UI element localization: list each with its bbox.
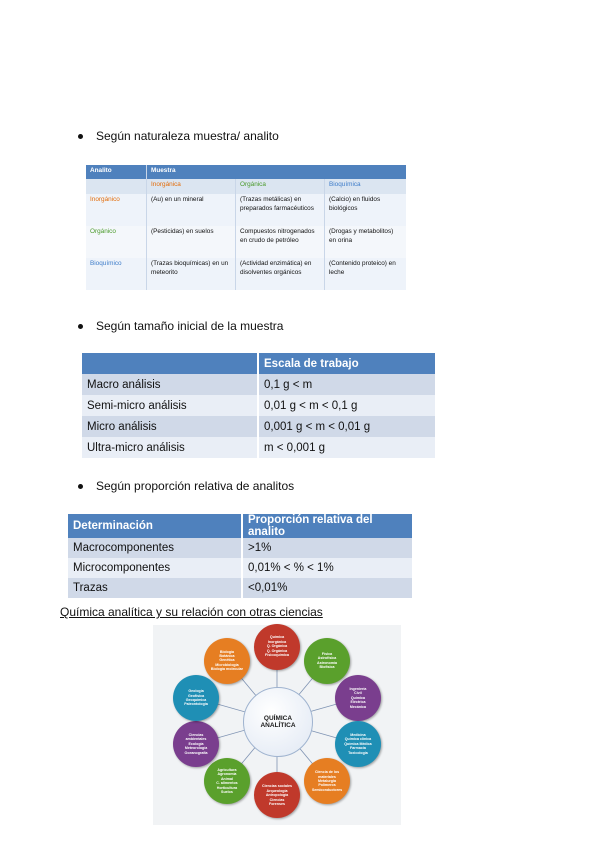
diagram-node xyxy=(204,758,250,804)
node-line: materiales xyxy=(318,774,336,779)
node-line: Biología molecular xyxy=(210,667,244,672)
cell-scale: 0,001 g < m < 0,01 g xyxy=(258,416,435,437)
center-line: ANALÍTICA xyxy=(260,722,296,729)
cell-proportion: 0,01% < % < 1% xyxy=(242,558,412,578)
node-line: Química Médica xyxy=(344,741,372,746)
cell-inorganica: (Au) en un mineral xyxy=(147,194,236,226)
node-line: Q. Orgánica xyxy=(266,648,288,653)
cell-proportion: >1% xyxy=(242,538,412,558)
table-row xyxy=(68,538,412,558)
cell-type: Micro análisis xyxy=(82,416,258,437)
cell-scale: 0,1 g < m xyxy=(258,374,435,395)
cell-bioquimica: (Calcio) en fluidos biológicos xyxy=(325,194,407,226)
cell-analito: Inorgánico xyxy=(86,194,147,226)
diagram-node xyxy=(304,758,350,804)
node-line: Agronomía xyxy=(217,772,237,777)
diagram-node xyxy=(335,675,381,721)
node-line: Suelos xyxy=(221,790,233,795)
node-line: Fisicoquímica xyxy=(265,653,289,658)
node-line: Geología xyxy=(188,689,204,694)
node-line: Polímeros xyxy=(318,783,336,788)
bullet-nature xyxy=(78,129,279,143)
cell-analito: Bioquímico xyxy=(86,258,147,290)
section-heading: Química analítica y su relación con otras ciencias xyxy=(60,605,323,619)
cell-type: Semi-micro análisis xyxy=(82,395,258,416)
node-line: Semiconductores xyxy=(311,787,343,792)
cell-bioquimica: (Contenido proteico) en leche xyxy=(325,258,407,290)
cell-organica: (Actividad enzimática) en disolventes orgánicos xyxy=(236,258,325,290)
node-line: Ciencias xyxy=(188,732,204,737)
node-line: Eléctrica xyxy=(350,700,366,705)
cell-inorganica: (Pesticidas) en suelos xyxy=(147,226,236,258)
table-proportion xyxy=(68,514,412,598)
bullet-size xyxy=(78,319,283,333)
empty-cell xyxy=(86,179,147,194)
header-muestra: Muestra xyxy=(147,165,407,179)
cell-scale: 0,01 g < m < 0,1 g xyxy=(258,395,435,416)
header-analito: Analito xyxy=(86,165,147,179)
table-row xyxy=(82,395,435,416)
diagram-center xyxy=(243,687,313,757)
node-line: Ecología xyxy=(188,741,204,746)
node-line: Meteorología xyxy=(184,746,208,751)
table-row xyxy=(82,416,435,437)
node-line: Oceanografía xyxy=(184,750,208,755)
node-line: Inorgánica xyxy=(267,639,287,644)
cell-scale: m < 0,001 g xyxy=(258,437,435,458)
node-line: Genética xyxy=(219,658,235,663)
table-row xyxy=(68,578,412,598)
node-line: Animal xyxy=(220,776,233,781)
node-line: Astronomía xyxy=(317,660,338,665)
node-line: Ciencias sociales xyxy=(262,784,292,789)
bullet-size-text: Según tamaño inicial de la muestra xyxy=(96,319,284,333)
center-line: QUÍMICA xyxy=(263,715,293,722)
node-line: Ciencias xyxy=(269,797,285,802)
bullet-proportion-text: Según proporción relativa de analitos xyxy=(96,479,295,493)
node-line: ambientales xyxy=(185,737,207,742)
node-line: Geofísica xyxy=(187,693,205,698)
table-row xyxy=(68,558,412,578)
diagram-node xyxy=(335,721,381,767)
node-line: Física xyxy=(321,651,333,656)
bullet-proportion xyxy=(78,479,294,493)
diagram-node xyxy=(173,675,219,721)
header-scale: Escala de trabajo xyxy=(258,353,435,374)
node-line: C. alimentos xyxy=(216,781,238,786)
node-line: Biofísica xyxy=(319,665,335,670)
node-line: Química xyxy=(350,695,366,700)
cell-type: Macro análisis xyxy=(82,374,258,395)
table-row xyxy=(86,226,406,258)
cell-organica: Compuestos nitrogenados en crudo de petróleo xyxy=(236,226,325,258)
cell-inorganica: (Trazas bioquímicas) en un meteorito xyxy=(147,258,236,290)
node-line: Ciencia de los xyxy=(314,770,340,775)
node-line: Microbiología xyxy=(215,662,239,667)
bullet-dot xyxy=(78,484,83,489)
node-line: Paleontología xyxy=(184,702,208,707)
node-line: Metalurgia xyxy=(318,779,337,783)
node-line: Forenses xyxy=(269,802,285,807)
subheader-organica: Orgánica xyxy=(236,179,325,194)
header-proportion: Proporción relativa del analito xyxy=(242,514,412,538)
bullet-dot xyxy=(78,134,83,139)
cell-determination: Trazas xyxy=(68,578,242,598)
diagram-node xyxy=(173,721,219,767)
node-line: Biología xyxy=(219,649,235,654)
table-row xyxy=(86,194,406,226)
header-empty xyxy=(82,353,258,374)
table-nature xyxy=(86,165,406,290)
table-header-row xyxy=(68,514,412,538)
node-line: Arqueología xyxy=(266,788,288,793)
subheader-bioquimica: Bioquímica xyxy=(325,179,407,194)
table-size xyxy=(82,353,435,458)
cell-determination: Microcomponentes xyxy=(68,558,242,578)
header-determination: Determinación xyxy=(68,514,242,538)
cell-bioquimica: (Drogas y metabolitos) en orina xyxy=(325,226,407,258)
node-line: Civil xyxy=(354,691,362,696)
bullet-dot xyxy=(78,324,83,329)
node-line: Química xyxy=(269,635,285,640)
table-header-row xyxy=(82,353,435,374)
cell-type: Ultra-micro análisis xyxy=(82,437,258,458)
cell-proportion: <0,01% xyxy=(242,578,412,598)
subheader-inorganica: Inorgánica xyxy=(147,179,236,194)
node-line: Ingeniería xyxy=(349,686,367,691)
node-line: Farmacia xyxy=(350,746,366,751)
node-line: Botánica xyxy=(219,654,235,658)
sciences-diagram xyxy=(153,625,401,825)
node-line: Toxicología xyxy=(348,750,368,755)
node-line: Medicina xyxy=(350,732,366,737)
bullet-nature-text: Según naturaleza muestra/ analito xyxy=(96,129,279,143)
node-line: Geoquímica xyxy=(185,697,207,702)
table-subheader-row xyxy=(86,179,406,194)
node-line: Química clínica xyxy=(344,737,372,742)
table-header-row xyxy=(86,165,406,179)
diagram-node xyxy=(254,624,300,670)
node-line: Antropología xyxy=(265,793,289,798)
table-row xyxy=(82,437,435,458)
cell-determination: Macrocomponentes xyxy=(68,538,242,558)
cell-organica: (Trazas metálicas) en preparados farmacéuticos xyxy=(236,194,325,226)
node-line: Agricultura xyxy=(217,767,237,772)
node-line: Mecánica xyxy=(349,704,367,709)
node-line: Horticultura xyxy=(216,785,238,790)
table-row xyxy=(86,258,406,290)
diagram-node xyxy=(304,638,350,684)
cell-analito: Orgánico xyxy=(86,226,147,258)
node-line: Q. Orgánica xyxy=(266,644,288,649)
node-line: Astrofísica xyxy=(317,656,337,661)
diagram-node xyxy=(204,638,250,684)
table-row xyxy=(82,374,435,395)
